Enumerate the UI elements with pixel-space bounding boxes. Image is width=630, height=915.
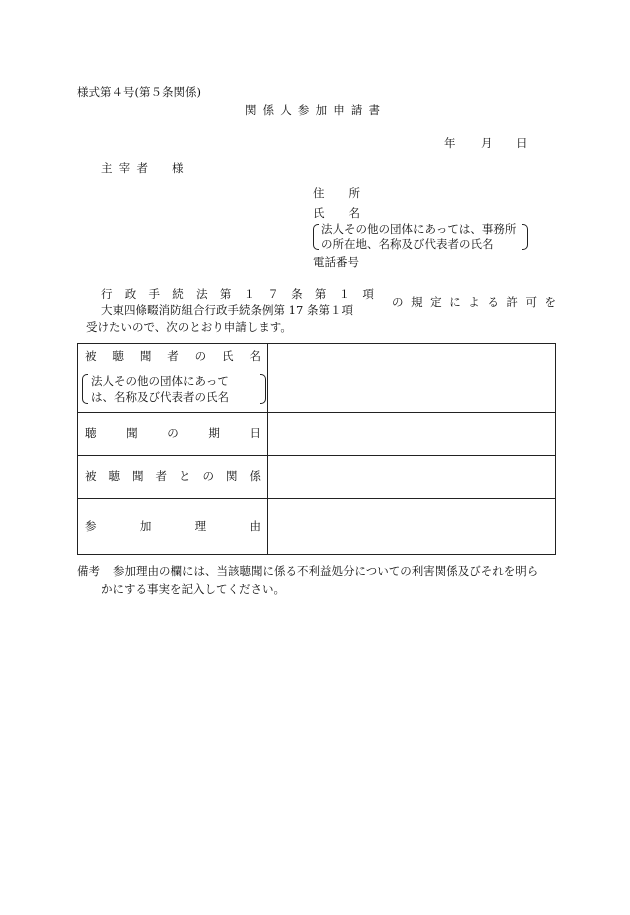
relationship-field[interactable] (268, 456, 556, 499)
table-row (78, 344, 556, 413)
date-month: 月 (481, 136, 493, 150)
applicant-corp-note-1: 法人その他の団体にあっては、事務所 (321, 222, 517, 236)
table-row (78, 499, 556, 555)
date-year: 年 (444, 136, 456, 150)
row-note-bracket-left (82, 374, 88, 404)
remarks-line-2: かにする事実を記入してください。 (101, 582, 285, 596)
addressee-host: 主 宰 者 (101, 161, 148, 175)
row-note-2: は、名称及び代表者の氏名 (91, 389, 229, 404)
row-label-respondent: 被 聴 聞 者 の 氏 名 法人その他の団体にあって は、名称及び代表者の氏名 (78, 344, 268, 413)
table-row (78, 456, 556, 499)
law-line-1: 行 政 手 続 法 第 １ ７ 条 第 １ 項 (101, 287, 374, 301)
form-reference: 様式第４号(第５条関係) (77, 85, 201, 99)
remarks-heading: 備考 (77, 564, 100, 578)
note-bracket-right (522, 224, 528, 250)
applicant-phone-label: 電話番号 (313, 255, 359, 269)
hearing-table (77, 343, 556, 555)
applicant-corp-note-2: の所在地、名称及び代表者の氏名 (321, 237, 494, 251)
note-bracket-left (313, 224, 319, 250)
row-note-bracket-right (260, 374, 266, 404)
row-label-relationship: 被 聴 聞 者 と の 関 係 (78, 456, 268, 499)
law-line-2: 大東四條畷消防組合行政手続条例第 17 条第１項 (101, 303, 353, 317)
table-row (78, 413, 556, 456)
participation-reason-field[interactable] (268, 499, 556, 555)
hearing-date-field[interactable] (268, 413, 556, 456)
row-label-reason: 参 加 理 由 (78, 499, 268, 555)
remarks-line-1: 参加理由の欄には、当該聴聞に係る不利益処分についての利害関係及びそれを明ら (113, 564, 539, 578)
addressee-honorific: 様 (172, 161, 184, 175)
provision-text: の 規 定 に よ る 許 可 を (392, 295, 556, 309)
date-day: 日 (516, 136, 528, 150)
closing-text: 受けたいので、次のとおり申請します。 (86, 320, 292, 334)
row-note-1: 法人その他の団体にあって (91, 373, 229, 388)
row-label-hearing-date: 聴 聞 の 期 日 (78, 413, 268, 456)
respondent-name-field[interactable] (268, 344, 556, 413)
applicant-name-label: 氏 名 (313, 206, 360, 220)
form-title: 関 係 人 参 加 申 請 書 (245, 103, 380, 117)
applicant-address-label: 住 所 (313, 186, 360, 200)
